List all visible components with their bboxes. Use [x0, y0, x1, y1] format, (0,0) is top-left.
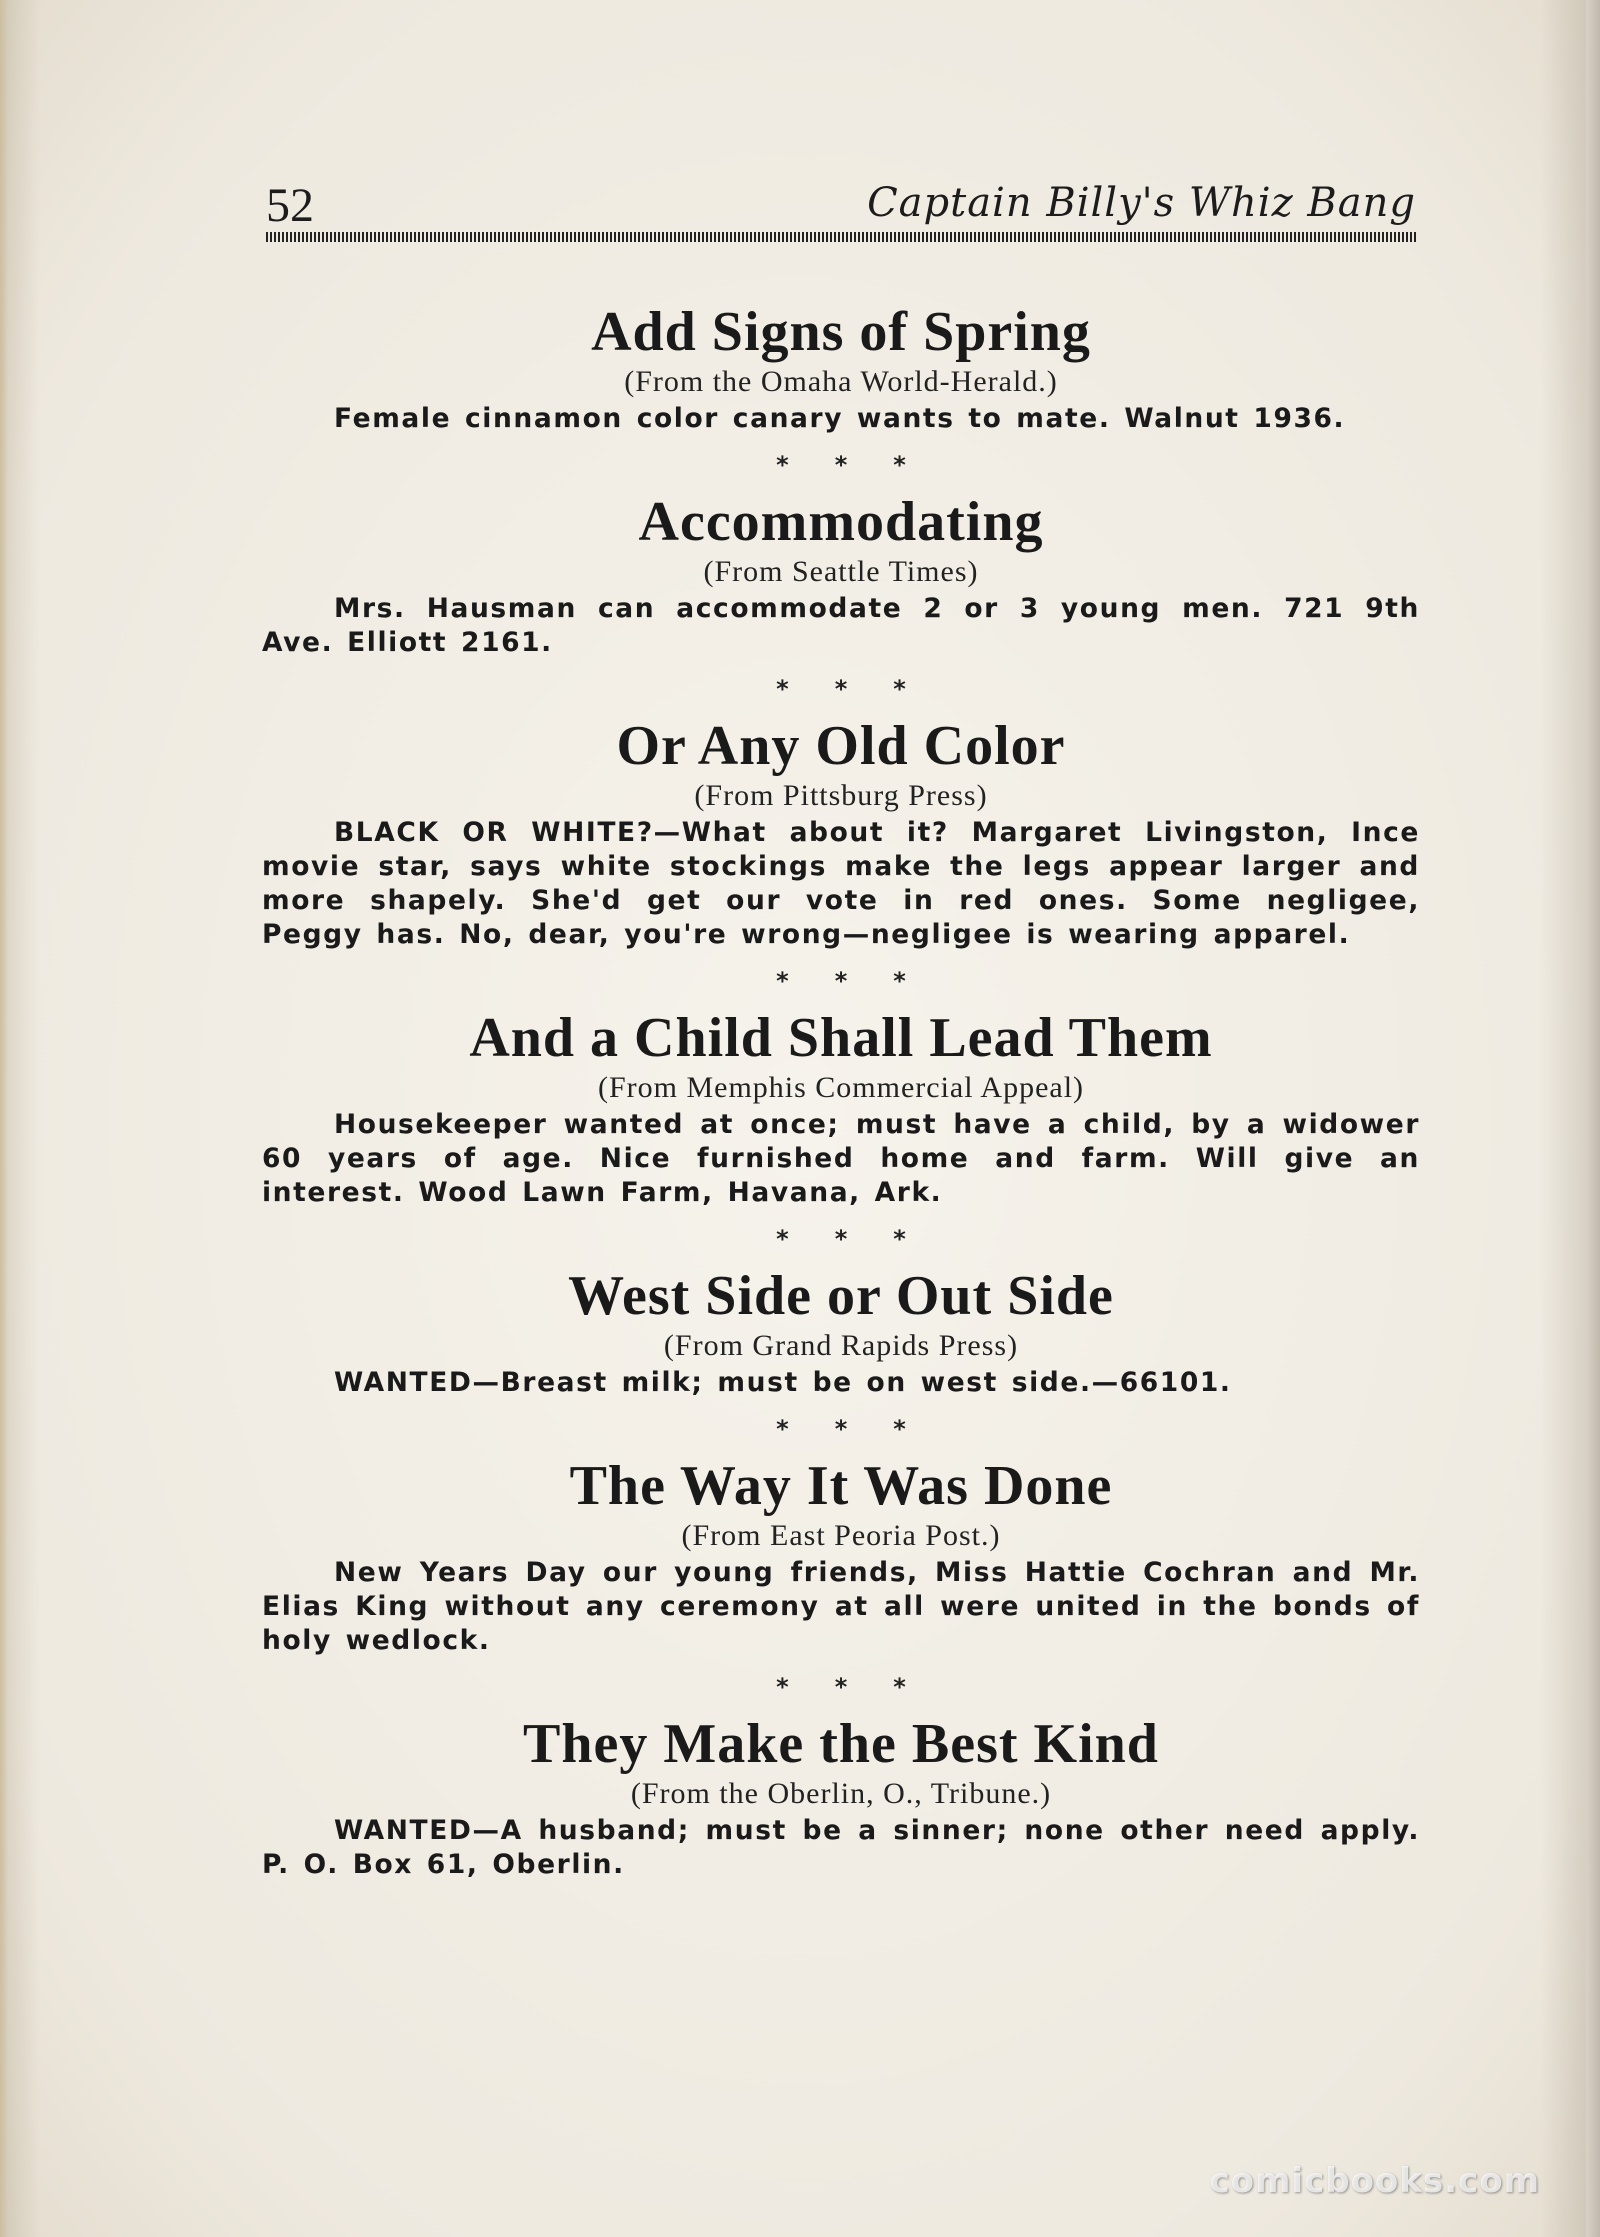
- separator-stars: ***: [776, 451, 952, 479]
- article-source: (From the Omaha World-Herald.): [624, 365, 1058, 398]
- article-body: WANTED—A husband; must be a sinner; none other need apply. P. O. Box 61, Oberlin.: [262, 1815, 1420, 1880]
- separator-stars: ***: [776, 1225, 952, 1253]
- article-item: [262, 1712, 1420, 1882]
- article-item: [262, 714, 1420, 952]
- running-title: Captain Billy's Whiz Bang: [867, 180, 1416, 226]
- article-item: [262, 1006, 1420, 1210]
- article-source: (From the Oberlin, O., Tribune.): [630, 1777, 1052, 1810]
- article-title: Add Signs of Spring: [591, 301, 1091, 363]
- header-rule: [266, 232, 1416, 242]
- page-number: 52: [266, 179, 314, 232]
- article-source: (From East Peoria Post.): [681, 1519, 1001, 1552]
- article-body: WANTED—Breast milk; must be on west side.—66101.: [334, 1367, 1232, 1398]
- article-list: [262, 300, 1420, 1882]
- article-title: And a Child Shall Lead Them: [469, 1007, 1213, 1069]
- article-title: Accommodating: [638, 491, 1044, 553]
- separator-stars: ***: [776, 1415, 952, 1443]
- article-item: [262, 1264, 1420, 1400]
- article-source: (From Seattle Times): [703, 555, 979, 588]
- article-item: [262, 1454, 1420, 1658]
- article-item: [262, 300, 1420, 436]
- page-header: [266, 178, 1416, 238]
- article-source: (From Grand Rapids Press): [663, 1329, 1019, 1362]
- article-title: The Way It Was Done: [569, 1455, 1113, 1517]
- page-outer-edge: [1586, 0, 1600, 2237]
- article-body: Female cinnamon color canary wants to mate. Walnut 1936.: [334, 403, 1346, 434]
- article-body: Housekeeper wanted at once; must have a child, by a widower 60 years of age. Nice furnished home and farm. Will give an interest. Wood Lawn Farm, Havana, Ark.: [262, 1109, 1420, 1208]
- separator-stars: ***: [776, 1673, 952, 1701]
- article-title: Or Any Old Color: [616, 715, 1066, 777]
- article-source: (From Memphis Commercial Appeal): [597, 1071, 1085, 1104]
- article-title: West Side or Out Side: [568, 1265, 1114, 1327]
- article-body: New Years Day our young friends, Miss Hattie Cochran and Mr. Elias King without any ceremony at all were united in the bonds of holy wedlock.: [262, 1557, 1420, 1656]
- page-binding-edge: [0, 0, 8, 2237]
- separator-stars: ***: [776, 675, 952, 703]
- watermark: comicbooks.com: [1209, 2161, 1540, 2201]
- article-source: (From Pittsburg Press): [694, 779, 988, 812]
- separator-stars: ***: [776, 967, 952, 995]
- article-body: Mrs. Hausman can accommodate 2 or 3 young men. 721 9th Ave. Elliott 2161.: [262, 593, 1420, 658]
- article-item: [262, 490, 1420, 660]
- article-body: BLACK OR WHITE?—What about it? Margaret Livingston, Ince movie star, says white stockings make the legs appear larger and more shapely. She'd get our vote in red ones. Some negligee, Peggy has. No, dear, you're wrong—negligee is wearing apparel.: [262, 817, 1420, 950]
- article-title: They Make the Best Kind: [523, 1713, 1159, 1775]
